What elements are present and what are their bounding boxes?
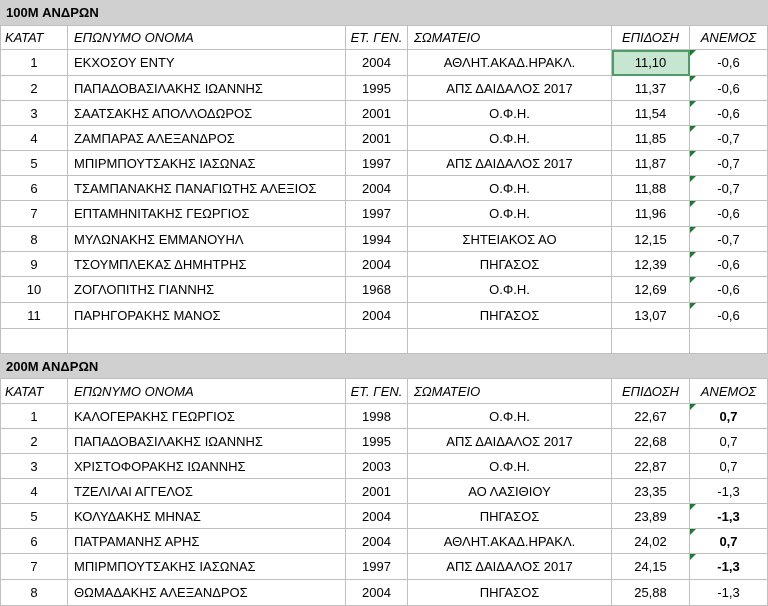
empty-cell[interactable]: [612, 329, 690, 354]
section-title-text: 200Μ ΑΝΔΡΩΝ: [6, 358, 99, 374]
cell-rank[interactable]: 2: [0, 429, 68, 454]
cell-result-selected[interactable]: 11,10: [612, 50, 690, 76]
cell-wind[interactable]: 0,7: [690, 529, 768, 554]
cell-year[interactable]: 2001: [346, 479, 408, 504]
cell-name[interactable]: ΠΑΠΑΔΟΒΑΣΙΛΑΚΗΣ ΙΩΑΝΝΗΣ: [68, 429, 346, 454]
cell-rank[interactable]: 5: [0, 504, 68, 529]
cell-rank[interactable]: 4: [0, 126, 68, 151]
cell-result[interactable]: 24,15: [612, 554, 690, 580]
header-club[interactable]: ΣΩΜΑΤΕΙΟ: [408, 379, 612, 404]
cell-wind[interactable]: -0,7: [690, 151, 768, 176]
cell-club[interactable]: ΑΘΛΗΤ.ΑΚΑΔ.ΗΡΑΚΛ.: [408, 50, 612, 76]
empty-cell[interactable]: [346, 329, 408, 354]
cell-result[interactable]: 12,15: [612, 227, 690, 252]
cell-wind[interactable]: -0,6: [690, 101, 768, 126]
empty-cell[interactable]: [690, 329, 768, 354]
empty-row: [0, 329, 768, 354]
cell-club[interactable]: ΑΠΣ ΔΑΙΔΑΛΟΣ 2017: [408, 554, 612, 580]
cell-year[interactable]: 2004: [346, 529, 408, 554]
cell-year[interactable]: 1994: [346, 227, 408, 252]
cell-result[interactable]: 11,96: [612, 201, 690, 227]
cell-wind[interactable]: -1,3: [690, 554, 768, 580]
cell-result[interactable]: 24,02: [612, 529, 690, 554]
cell-result[interactable]: 11,54: [612, 101, 690, 126]
cell-year[interactable]: 1997: [346, 201, 408, 227]
cell-rank[interactable]: 5: [0, 151, 68, 176]
cell-name[interactable]: ΠΑΤΡΑΜΑΝΗΣ ΑΡΗΣ: [68, 529, 346, 554]
cell-wind[interactable]: -0,7: [690, 176, 768, 201]
header-wind[interactable]: ΑΝΕΜΟΣ: [690, 379, 768, 404]
cell-wind[interactable]: -1,3: [690, 479, 768, 504]
header-result[interactable]: ΕΠΙΔΟΣΗ: [612, 379, 690, 404]
cell-rank[interactable]: 10: [0, 277, 68, 303]
cell-wind[interactable]: 0,7: [690, 429, 768, 454]
table-row: [0, 227, 768, 252]
cell-club[interactable]: ΑΠΣ ΔΑΙΔΑΛΟΣ 2017: [408, 76, 612, 101]
table-header-row: [0, 26, 768, 50]
table-row: [0, 176, 768, 201]
cell-year[interactable]: 2004: [346, 176, 408, 201]
cell-name[interactable]: ΠΑΠΑΔΟΒΑΣΙΛΑΚΗΣ ΙΩΑΝΝΗΣ: [68, 76, 346, 101]
cell-club[interactable]: ΠΗΓΑΣΟΣ: [408, 252, 612, 277]
cell-result[interactable]: 13,07: [612, 303, 690, 329]
cell-rank[interactable]: 1: [0, 404, 68, 429]
cell-club[interactable]: ΑΟ ΛΑΣΙΘΙΟΥ: [408, 479, 612, 504]
table-header-row: [0, 379, 768, 404]
cell-result[interactable]: 11,37: [612, 76, 690, 101]
table-row: [0, 76, 768, 101]
cell-year[interactable]: 1995: [346, 429, 408, 454]
cell-club[interactable]: Ο.Φ.Η.: [408, 404, 612, 429]
header-year[interactable]: ΕΤ. ΓΕΝ.: [346, 26, 408, 50]
cell-rank[interactable]: 4: [0, 479, 68, 504]
cell-name[interactable]: ΤΣΑΜΠΑΝΑΚΗΣ ΠΑΝΑΓΙΩΤΗΣ ΑΛΕΞΙΟΣ: [68, 176, 346, 201]
section-title-text: 100M ΑΝΔΡΩΝ: [6, 5, 99, 20]
cell-year[interactable]: 1968: [346, 277, 408, 303]
cell-name[interactable]: ΜΥΛΩΝΑΚΗΣ ΕΜΜΑΝΟΥΗΛ: [68, 227, 346, 252]
table-row: [0, 580, 768, 606]
cell-rank[interactable]: 3: [0, 454, 68, 479]
cell-result[interactable]: 25,88: [612, 580, 690, 606]
table-row: [0, 277, 768, 303]
header-club[interactable]: ΣΩΜΑΤΕΙΟ: [408, 26, 612, 50]
cell-wind[interactable]: -0,6: [690, 277, 768, 303]
table-row: [0, 404, 768, 429]
cell-name[interactable]: ΚΑΛΟΓΕΡΑΚΗΣ ΓΕΩΡΓΙΟΣ: [68, 404, 346, 429]
cell-year[interactable]: 2001: [346, 101, 408, 126]
table-row: [0, 554, 768, 580]
cell-rank[interactable]: 2: [0, 76, 68, 101]
header-rank[interactable]: ΚΑΤΑΤ: [0, 379, 68, 404]
cell-name[interactable]: ΖΟΓΛΟΠΙΤΗΣ ΓΙΑΝΝΗΣ: [68, 277, 346, 303]
cell-name[interactable]: ΧΡΙΣΤΟΦΟΡΑΚΗΣ ΙΩΑΝΝΗΣ: [68, 454, 346, 479]
cell-club[interactable]: ΣΗΤΕΙΑΚΟΣ ΑΟ: [408, 227, 612, 252]
cell-rank[interactable]: 9: [0, 252, 68, 277]
cell-name[interactable]: ΚΟΛΥΔΑΚΗΣ ΜΗΝΑΣ: [68, 504, 346, 529]
cell-wind[interactable]: 0,7: [690, 454, 768, 479]
cell-result[interactable]: 11,87: [612, 151, 690, 176]
table-row: [0, 126, 768, 151]
cell-year[interactable]: 1997: [346, 554, 408, 580]
header-year[interactable]: ΕΤ. ΓΕΝ.: [346, 379, 408, 404]
cell-wind[interactable]: -1,3: [690, 504, 768, 529]
cell-rank[interactable]: 7: [0, 201, 68, 227]
header-name[interactable]: ΕΠΩΝΥΜΟ ΟΝΟΜΑ: [68, 379, 346, 404]
cell-name[interactable]: ΜΠΙΡΜΠΟΥΤΣΑΚΗΣ ΙΑΣΩΝΑΣ: [68, 151, 346, 176]
cell-result[interactable]: 23,35: [612, 479, 690, 504]
table-row: [0, 201, 768, 227]
cell-name[interactable]: ΕΚΧΟΣΟΥ ΕΝΤΥ: [68, 50, 346, 76]
cell-result[interactable]: 23,89: [612, 504, 690, 529]
cell-name[interactable]: ΣΑΑΤΣΑΚΗΣ ΑΠΟΛΛΟΔΩΡΟΣ: [68, 101, 346, 126]
cell-year[interactable]: 2004: [346, 303, 408, 329]
cell-name[interactable]: ΤΖΕΛΙΛΑΙ ΑΓΓΕΛΟΣ: [68, 479, 346, 504]
empty-cell[interactable]: [68, 329, 346, 354]
cell-name[interactable]: ΜΠΙΡΜΠΟΥΤΣΑΚΗΣ ΙΑΣΩΝΑΣ: [68, 554, 346, 580]
table-row: [0, 101, 768, 126]
table-row: [0, 151, 768, 176]
section-title-200m[interactable]: [0, 354, 768, 379]
cell-year[interactable]: 2004: [346, 50, 408, 76]
cell-rank[interactable]: 3: [0, 101, 68, 126]
cell-rank[interactable]: 8: [0, 227, 68, 252]
cell-club[interactable]: ΑΠΣ ΔΑΙΔΑΛΟΣ 2017: [408, 429, 612, 454]
table-row: [0, 303, 768, 329]
cell-year[interactable]: 1997: [346, 151, 408, 176]
table-row: [0, 479, 768, 504]
cell-club[interactable]: Ο.Φ.Η.: [408, 101, 612, 126]
cell-wind[interactable]: -1,3: [690, 580, 768, 606]
table-row: [0, 504, 768, 529]
section-title-100m[interactable]: [0, 0, 768, 26]
cell-club[interactable]: ΑΠΣ ΔΑΙΔΑΛΟΣ 2017: [408, 151, 612, 176]
cell-year[interactable]: 2004: [346, 504, 408, 529]
cell-name[interactable]: ΖΑΜΠΑΡΑΣ ΑΛΕΞΑΝΔΡΟΣ: [68, 126, 346, 151]
cell-rank[interactable]: 8: [0, 580, 68, 606]
cell-result[interactable]: 12,69: [612, 277, 690, 303]
cell-rank[interactable]: 6: [0, 176, 68, 201]
cell-club[interactable]: Ο.Φ.Η.: [408, 454, 612, 479]
cell-wind[interactable]: -0,6: [690, 201, 768, 227]
cell-rank[interactable]: 6: [0, 529, 68, 554]
cell-result[interactable]: 22,68: [612, 429, 690, 454]
table-row: [0, 454, 768, 479]
cell-name[interactable]: ΤΣΟΥΜΠΛΕΚΑΣ ΔΗΜΗΤΡΗΣ: [68, 252, 346, 277]
cell-wind[interactable]: -0,6: [690, 50, 768, 76]
cell-club[interactable]: Ο.Φ.Η.: [408, 126, 612, 151]
cell-result[interactable]: 22,87: [612, 454, 690, 479]
header-rank[interactable]: ΚΑΤΑΤ: [0, 26, 68, 50]
empty-cell[interactable]: [408, 329, 612, 354]
table-row: [0, 50, 768, 76]
cell-result[interactable]: 12,39: [612, 252, 690, 277]
cell-club[interactable]: Ο.Φ.Η.: [408, 277, 612, 303]
cell-result[interactable]: 22,67: [612, 404, 690, 429]
cell-club[interactable]: ΑΘΛΗΤ.ΑΚΑΔ.ΗΡΑΚΛ.: [408, 529, 612, 554]
cell-club[interactable]: ΠΗΓΑΣΟΣ: [408, 504, 612, 529]
cell-rank[interactable]: 1: [0, 50, 68, 76]
cell-club[interactable]: ΠΗΓΑΣΟΣ: [408, 580, 612, 606]
cell-club[interactable]: ΠΗΓΑΣΟΣ: [408, 303, 612, 329]
table-row: [0, 252, 768, 277]
cell-year[interactable]: 1995: [346, 76, 408, 101]
cell-rank[interactable]: 11: [0, 303, 68, 329]
cell-year[interactable]: 2001: [346, 126, 408, 151]
cell-wind[interactable]: -0,7: [690, 227, 768, 252]
cell-wind[interactable]: -0,6: [690, 303, 768, 329]
cell-wind[interactable]: -0,6: [690, 252, 768, 277]
cell-year[interactable]: 2003: [346, 454, 408, 479]
cell-name[interactable]: ΘΩΜΑΔΑΚΗΣ ΑΛΕΞΑΝΔΡΟΣ: [68, 580, 346, 606]
table-row: [0, 529, 768, 554]
cell-name[interactable]: ΠΑΡΗΓΟΡΑΚΗΣ ΜΑΝΟΣ: [68, 303, 346, 329]
empty-cell[interactable]: [0, 329, 68, 354]
header-wind[interactable]: ΑΝΕΜΟΣ: [690, 26, 768, 50]
cell-name[interactable]: ΕΠΤΑΜΗΝΙΤΑΚΗΣ ΓΕΩΡΓΙΟΣ: [68, 201, 346, 227]
header-name[interactable]: ΕΠΩΝΥΜΟ ΟΝΟΜΑ: [68, 26, 346, 50]
cell-year[interactable]: 1998: [346, 404, 408, 429]
table-row: [0, 429, 768, 454]
cell-club[interactable]: Ο.Φ.Η.: [408, 201, 612, 227]
header-result[interactable]: ΕΠΙΔΟΣΗ: [612, 26, 690, 50]
cell-club[interactable]: Ο.Φ.Η.: [408, 176, 612, 201]
cell-result[interactable]: 11,88: [612, 176, 690, 201]
cell-wind[interactable]: -0,6: [690, 76, 768, 101]
cell-wind[interactable]: 0,7: [690, 404, 768, 429]
cell-year[interactable]: 2004: [346, 580, 408, 606]
cell-wind[interactable]: -0,7: [690, 126, 768, 151]
cell-result[interactable]: 11,85: [612, 126, 690, 151]
cell-year[interactable]: 2004: [346, 252, 408, 277]
cell-rank[interactable]: 7: [0, 554, 68, 580]
